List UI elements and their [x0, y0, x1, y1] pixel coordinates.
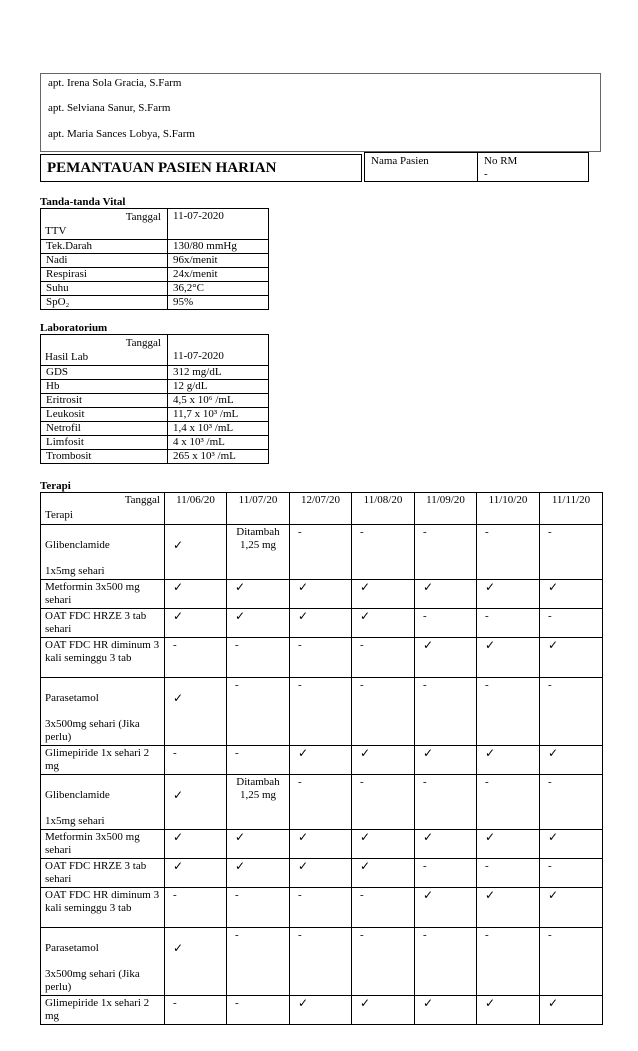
dash-mark: - — [423, 610, 427, 622]
lab-label: Eritrosit — [41, 394, 168, 408]
check-icon: ✓ — [360, 580, 371, 594]
therapy-status-cell — [352, 996, 415, 1025]
therapy-status-cell — [227, 746, 290, 775]
page-title: PEMANTAUAN PASIEN HARIAN — [47, 160, 277, 176]
therapy-date-header: 11/08/20 — [352, 493, 415, 525]
dash-mark: - — [235, 889, 239, 901]
vital-label: Nadi — [41, 254, 168, 268]
vital-header-date-label: Tanggal — [125, 211, 161, 223]
dash-mark: - — [360, 679, 364, 691]
vital-header-cell — [41, 209, 168, 240]
dash-mark: - — [485, 679, 489, 691]
check-icon: ✓ — [298, 996, 309, 1010]
therapy-drug-name: Glibenclamide — [45, 789, 110, 801]
pharmacist-box — [40, 73, 601, 152]
therapy-status-cell — [165, 580, 227, 609]
therapy-status-cell — [540, 580, 603, 609]
vital-value: 130/80 mmHg — [168, 240, 269, 254]
therapy-status-cell — [477, 609, 540, 638]
therapy-drug-cell — [41, 775, 165, 830]
therapy-drug-dose: 1x5mg sehari — [45, 565, 105, 577]
check-icon: ✓ — [423, 996, 434, 1010]
check-icon: ✓ — [173, 580, 184, 594]
therapy-date-header: 12/07/20 — [290, 493, 352, 525]
pharmacist-name: apt. Selviana Sanur, S.Farm — [48, 102, 171, 114]
check-icon: ✓ — [485, 638, 496, 652]
dash-mark: - — [235, 747, 239, 759]
therapy-status-cell — [165, 928, 227, 996]
check-icon: ✓ — [173, 538, 184, 552]
therapy-status-cell — [540, 996, 603, 1025]
lab-value: 265 x 10³ /mL — [168, 450, 269, 464]
vital-date: 11-07-2020 — [168, 209, 269, 240]
patient-rm-cell — [478, 153, 588, 181]
check-icon: ✓ — [173, 788, 184, 802]
therapy-drug-name: Glimepiride 1x sehari 2 mg — [45, 747, 150, 772]
therapy-drug-name: Glimepiride 1x sehari 2 mg — [45, 997, 150, 1022]
therapy-status-cell — [352, 859, 415, 888]
check-icon: ✓ — [423, 830, 434, 844]
therapy-status-cell — [540, 678, 603, 746]
lab-value: 4 x 10³ /mL — [168, 436, 269, 450]
lab-label: Netrofil — [41, 422, 168, 436]
therapy-drug-name: Metformin 3x500 mg sehari — [45, 831, 140, 856]
therapy-status-cell — [165, 638, 227, 678]
therapy-status-cell — [540, 638, 603, 678]
therapy-status-cell — [477, 678, 540, 746]
therapy-status-cell — [352, 609, 415, 638]
lab-header-hasil-label: Hasil Lab — [45, 351, 89, 363]
dash-mark: - — [485, 610, 489, 622]
dash-mark: - — [235, 639, 239, 651]
therapy-row — [41, 609, 603, 638]
therapy-status-cell — [290, 609, 352, 638]
check-icon: ✓ — [298, 746, 309, 760]
therapy-status-cell — [415, 580, 477, 609]
dash-mark: - — [235, 997, 239, 1009]
title-box — [40, 154, 362, 182]
therapy-body — [41, 525, 603, 1025]
therapy-status-cell — [415, 888, 477, 928]
therapy-date-header: 11/07/20 — [227, 493, 290, 525]
therapy-drug-cell — [41, 609, 165, 638]
lab-label: Hb — [41, 380, 168, 394]
therapy-status-cell — [165, 746, 227, 775]
therapy-status-cell — [415, 746, 477, 775]
therapy-date-header: 11/10/20 — [477, 493, 540, 525]
lab-label: Leukosit — [41, 408, 168, 422]
check-icon: ✓ — [548, 746, 559, 760]
therapy-status-cell — [290, 859, 352, 888]
therapy-status-cell — [227, 678, 290, 746]
check-icon: ✓ — [485, 746, 496, 760]
therapy-status-cell — [165, 996, 227, 1025]
dash-mark: - — [423, 526, 427, 538]
therapy-note: Ditambah 1,25 mg — [236, 776, 280, 801]
therapy-status-cell — [477, 580, 540, 609]
lab-table — [40, 334, 269, 464]
lab-value: 4,5 x 10⁶ /mL — [168, 394, 269, 408]
therapy-status-cell — [227, 859, 290, 888]
check-icon: ✓ — [548, 888, 559, 902]
therapy-status-cell — [352, 928, 415, 996]
vital-table — [40, 208, 269, 310]
therapy-drug-dose: 3x500mg sehari (Jika perlu) — [45, 718, 140, 743]
check-icon: ✓ — [298, 580, 309, 594]
therapy-status-cell — [477, 775, 540, 830]
check-icon: ✓ — [360, 996, 371, 1010]
therapy-drug-cell — [41, 888, 165, 928]
vital-value: 36,2°C — [168, 282, 269, 296]
therapy-status-cell — [477, 928, 540, 996]
dash-mark: - — [423, 776, 427, 788]
therapy-row — [41, 928, 603, 996]
therapy-row — [41, 525, 603, 580]
check-icon: ✓ — [423, 746, 434, 760]
therapy-status-cell — [540, 609, 603, 638]
patient-rm-label: No RM — [484, 155, 518, 167]
check-icon: ✓ — [235, 859, 246, 873]
lab-header-cell — [41, 335, 168, 366]
vital-value: 95% — [168, 296, 269, 310]
lab-value: 312 mg/dL — [168, 366, 269, 380]
therapy-status-cell — [227, 830, 290, 859]
patient-rm-value: - — [484, 168, 488, 180]
check-icon: ✓ — [235, 830, 246, 844]
therapy-status-cell — [290, 996, 352, 1025]
therapy-status-cell — [227, 525, 290, 580]
therapy-status-cell — [352, 888, 415, 928]
therapy-row — [41, 996, 603, 1025]
dash-mark: - — [485, 860, 489, 872]
lab-value: 11,7 x 10³ /mL — [168, 408, 269, 422]
check-icon: ✓ — [235, 580, 246, 594]
vital-value: 24x/menit — [168, 268, 269, 282]
dash-mark: - — [173, 639, 177, 651]
therapy-status-cell — [477, 746, 540, 775]
check-icon: ✓ — [423, 638, 434, 652]
therapy-status-cell — [290, 888, 352, 928]
therapy-status-cell — [290, 928, 352, 996]
therapy-drug-name: OAT FDC HR diminum 3 kali seminggu 3 tab — [45, 889, 160, 914]
check-icon: ✓ — [360, 830, 371, 844]
vital-label: Respirasi — [41, 268, 168, 282]
dash-mark: - — [423, 860, 427, 872]
dash-mark: - — [485, 929, 489, 941]
therapy-status-cell — [540, 859, 603, 888]
therapy-status-cell — [290, 525, 352, 580]
dash-mark: - — [360, 639, 364, 651]
vital-section-title: Tanda-tanda Vital — [40, 196, 126, 208]
therapy-status-cell — [415, 928, 477, 996]
dash-mark: - — [298, 889, 302, 901]
dash-mark: - — [298, 639, 302, 651]
therapy-status-cell — [477, 859, 540, 888]
therapy-drug-cell — [41, 525, 165, 580]
therapy-status-cell — [540, 775, 603, 830]
therapy-status-cell — [227, 580, 290, 609]
lab-header-date-label: Tanggal — [125, 337, 161, 349]
therapy-status-cell — [540, 928, 603, 996]
therapy-status-cell — [477, 830, 540, 859]
therapy-status-cell — [415, 859, 477, 888]
therapy-status-cell — [165, 525, 227, 580]
therapy-drug-dose: 3x500mg sehari (Jika perlu) — [45, 968, 140, 993]
therapy-status-cell — [290, 830, 352, 859]
therapy-status-cell — [165, 830, 227, 859]
therapy-status-cell — [227, 638, 290, 678]
therapy-status-cell — [477, 525, 540, 580]
dash-mark: - — [298, 776, 302, 788]
dash-mark: - — [235, 929, 239, 941]
dash-mark: - — [485, 776, 489, 788]
dash-mark: - — [298, 526, 302, 538]
therapy-status-cell — [290, 746, 352, 775]
therapy-status-cell — [227, 775, 290, 830]
therapy-status-cell — [165, 888, 227, 928]
therapy-status-cell — [290, 775, 352, 830]
therapy-status-cell — [227, 928, 290, 996]
dash-mark: - — [173, 747, 177, 759]
therapy-drug-name: Parasetamol — [45, 942, 99, 954]
therapy-drug-cell — [41, 678, 165, 746]
dash-mark: - — [360, 526, 364, 538]
therapy-drug-name: Glibenclamide — [45, 539, 110, 551]
therapy-status-cell — [352, 580, 415, 609]
therapy-row — [41, 678, 603, 746]
therapy-row — [41, 859, 603, 888]
vital-header-ttv-label: TTV — [45, 225, 67, 237]
check-icon: ✓ — [298, 830, 309, 844]
check-icon: ✓ — [423, 580, 434, 594]
therapy-drug-dose: 1x5mg sehari — [45, 815, 105, 827]
lab-date: 11-07-2020 — [168, 335, 269, 366]
pharmacist-name: apt. Maria Sances Lobya, S.Farm — [48, 128, 195, 140]
therapy-drug-cell — [41, 859, 165, 888]
therapy-status-cell — [540, 830, 603, 859]
check-icon: ✓ — [485, 830, 496, 844]
check-icon: ✓ — [298, 609, 309, 623]
therapy-status-cell — [227, 888, 290, 928]
therapy-header-cell — [41, 493, 165, 525]
therapy-status-cell — [540, 746, 603, 775]
dash-mark: - — [548, 610, 552, 622]
vital-value: 96x/menit — [168, 254, 269, 268]
therapy-status-cell — [165, 775, 227, 830]
dash-mark: - — [485, 526, 489, 538]
therapy-drug-cell — [41, 638, 165, 678]
patient-name-cell — [365, 153, 478, 181]
therapy-status-cell — [415, 638, 477, 678]
lab-section-title: Laboratorium — [40, 322, 108, 334]
therapy-status-cell — [477, 996, 540, 1025]
lab-value: 1,4 x 10³ /mL — [168, 422, 269, 436]
dash-mark: - — [423, 929, 427, 941]
lab-label: GDS — [41, 366, 168, 380]
check-icon: ✓ — [423, 888, 434, 902]
therapy-drug-name: Parasetamol — [45, 692, 99, 704]
therapy-status-cell — [227, 609, 290, 638]
therapy-status-cell — [415, 775, 477, 830]
patient-name-label: Nama Pasien — [371, 155, 429, 167]
check-icon: ✓ — [173, 609, 184, 623]
lab-value: 12 g/dL — [168, 380, 269, 394]
therapy-row — [41, 580, 603, 609]
dash-mark: - — [548, 526, 552, 538]
therapy-drug-cell — [41, 746, 165, 775]
therapy-status-cell — [540, 525, 603, 580]
therapy-drug-cell — [41, 580, 165, 609]
therapy-status-cell — [352, 638, 415, 678]
check-icon: ✓ — [485, 996, 496, 1010]
check-icon: ✓ — [360, 746, 371, 760]
therapy-date-header: 11/11/20 — [540, 493, 603, 525]
dash-mark: - — [548, 776, 552, 788]
dash-mark: - — [423, 679, 427, 691]
patient-info-box — [364, 152, 589, 182]
therapy-drug-cell — [41, 996, 165, 1025]
dash-mark: - — [360, 776, 364, 788]
therapy-header-terapi-label: Terapi — [45, 509, 73, 521]
dash-mark: - — [298, 929, 302, 941]
therapy-row — [41, 775, 603, 830]
therapy-status-cell — [165, 678, 227, 746]
therapy-status-cell — [352, 775, 415, 830]
therapy-status-cell — [290, 580, 352, 609]
therapy-row — [41, 638, 603, 678]
dash-mark: - — [298, 679, 302, 691]
therapy-status-cell — [415, 996, 477, 1025]
therapy-table — [40, 492, 603, 1025]
check-icon: ✓ — [548, 638, 559, 652]
therapy-status-cell — [477, 638, 540, 678]
therapy-status-cell — [477, 888, 540, 928]
check-icon: ✓ — [235, 609, 246, 623]
check-icon: ✓ — [548, 996, 559, 1010]
therapy-section-title: Terapi — [40, 480, 71, 492]
therapy-row — [41, 746, 603, 775]
therapy-status-cell — [415, 609, 477, 638]
dash-mark: - — [173, 997, 177, 1009]
therapy-status-cell — [352, 830, 415, 859]
therapy-status-cell — [290, 638, 352, 678]
therapy-note: Ditambah 1,25 mg — [236, 526, 280, 551]
dash-mark: - — [548, 679, 552, 691]
vital-label: Suhu — [41, 282, 168, 296]
therapy-drug-name: OAT FDC HR diminum 3 kali seminggu 3 tab — [45, 639, 160, 664]
therapy-status-cell — [352, 525, 415, 580]
therapy-status-cell — [352, 678, 415, 746]
dash-mark: - — [548, 860, 552, 872]
therapy-drug-name: OAT FDC HRZE 3 tab sehari — [45, 860, 147, 885]
check-icon: ✓ — [360, 609, 371, 623]
therapy-row — [41, 888, 603, 928]
check-icon: ✓ — [548, 830, 559, 844]
therapy-date-header: 11/06/20 — [165, 493, 227, 525]
therapy-status-cell — [290, 678, 352, 746]
lab-label: Limfosit — [41, 436, 168, 450]
check-icon: ✓ — [298, 859, 309, 873]
check-icon: ✓ — [485, 580, 496, 594]
check-icon: ✓ — [173, 830, 184, 844]
dash-mark: - — [360, 929, 364, 941]
therapy-row — [41, 830, 603, 859]
therapy-drug-cell — [41, 928, 165, 996]
check-icon: ✓ — [360, 859, 371, 873]
dash-mark: - — [235, 679, 239, 691]
therapy-status-cell — [540, 888, 603, 928]
check-icon: ✓ — [485, 888, 496, 902]
dash-mark: - — [360, 889, 364, 901]
therapy-status-cell — [415, 830, 477, 859]
check-icon: ✓ — [173, 859, 184, 873]
lab-label: Trombosit — [41, 450, 168, 464]
therapy-date-header: 11/09/20 — [415, 493, 477, 525]
therapy-drug-cell — [41, 830, 165, 859]
check-icon: ✓ — [548, 580, 559, 594]
therapy-header-date-label: Tanggal — [124, 494, 160, 506]
vital-label: Tek.Darah — [41, 240, 168, 254]
pharmacist-name: apt. Irena Sola Gracia, S.Farm — [48, 77, 182, 89]
therapy-drug-name: Metformin 3x500 mg sehari — [45, 581, 140, 606]
therapy-status-cell — [165, 859, 227, 888]
check-icon: ✓ — [173, 941, 184, 955]
therapy-status-cell — [352, 746, 415, 775]
therapy-status-cell — [415, 678, 477, 746]
check-icon: ✓ — [173, 691, 184, 705]
therapy-status-cell — [227, 996, 290, 1025]
dash-mark: - — [173, 889, 177, 901]
therapy-status-cell — [165, 609, 227, 638]
dash-mark: - — [548, 929, 552, 941]
therapy-drug-name: OAT FDC HRZE 3 tab sehari — [45, 610, 147, 635]
therapy-status-cell — [415, 525, 477, 580]
vital-label: SpO₂ — [41, 296, 168, 310]
